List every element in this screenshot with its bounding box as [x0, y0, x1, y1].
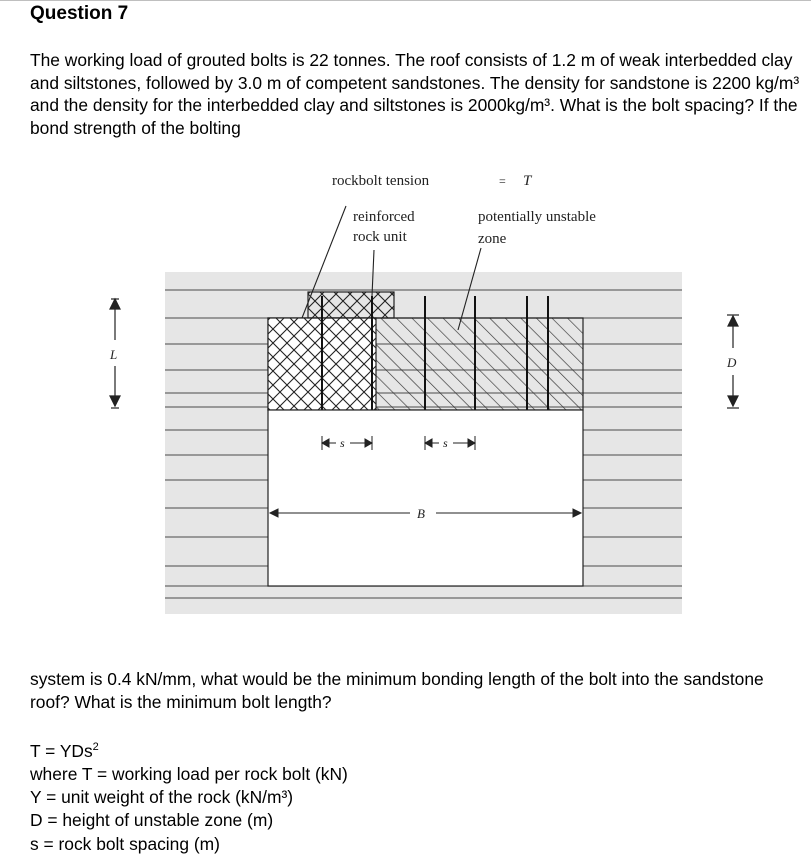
tension-equals: =	[499, 174, 506, 188]
tension-symbol: T	[523, 173, 532, 189]
spacing-label-2: s	[443, 436, 448, 450]
definition-T: where T = working load per rock bolt (kN)	[30, 764, 348, 784]
reinforced-label-line1: reinforced	[353, 209, 415, 225]
top-divider	[0, 0, 811, 1]
dimension-L-label: L	[110, 347, 118, 362]
rockbolt-diagram	[0, 160, 811, 620]
question-paragraph-2: system is 0.4 kN/mm, what would be the minimum bonding length of the bolt into the sandstone roof? What is the minimum bolt length?	[30, 669, 764, 712]
definition-D: D = height of unstable zone (m)	[30, 810, 274, 831]
formula-definitions	[30, 736, 348, 856]
formula-equation: T = YDs$^2$	[30, 740, 99, 761]
definition-Y: Y = unit weight of the rock (kN/m³)	[30, 787, 294, 808]
unstable-label-line2: zone	[478, 231, 507, 247]
definition-s: s = rock bolt spacing (m)	[30, 833, 220, 854]
question-paragraph-1: The working load of grouted bolts is 22 tonnes. The roof consists of 1.2 m of weak interbedded clay and siltstones, followed by 3.0 m of competent sandstones. The density for sandstone is 2200 kg/m³ and the density for the interbedded clay and siltstones is 2000kg/m³. What is the bolt spacing? If the bond strength of the bolting	[30, 50, 800, 138]
question-heading: Question 7	[30, 3, 129, 24]
dimension-D-label: D	[727, 355, 737, 370]
tension-label: rockbolt tension	[332, 173, 430, 189]
reinforced-label-line2: rock unit	[353, 229, 407, 245]
spacing-label-1: s	[340, 436, 345, 450]
reinforced-cap	[308, 292, 394, 318]
span-label-B: B	[417, 506, 425, 521]
unstable-label-line1: potentially unstable	[478, 209, 596, 225]
